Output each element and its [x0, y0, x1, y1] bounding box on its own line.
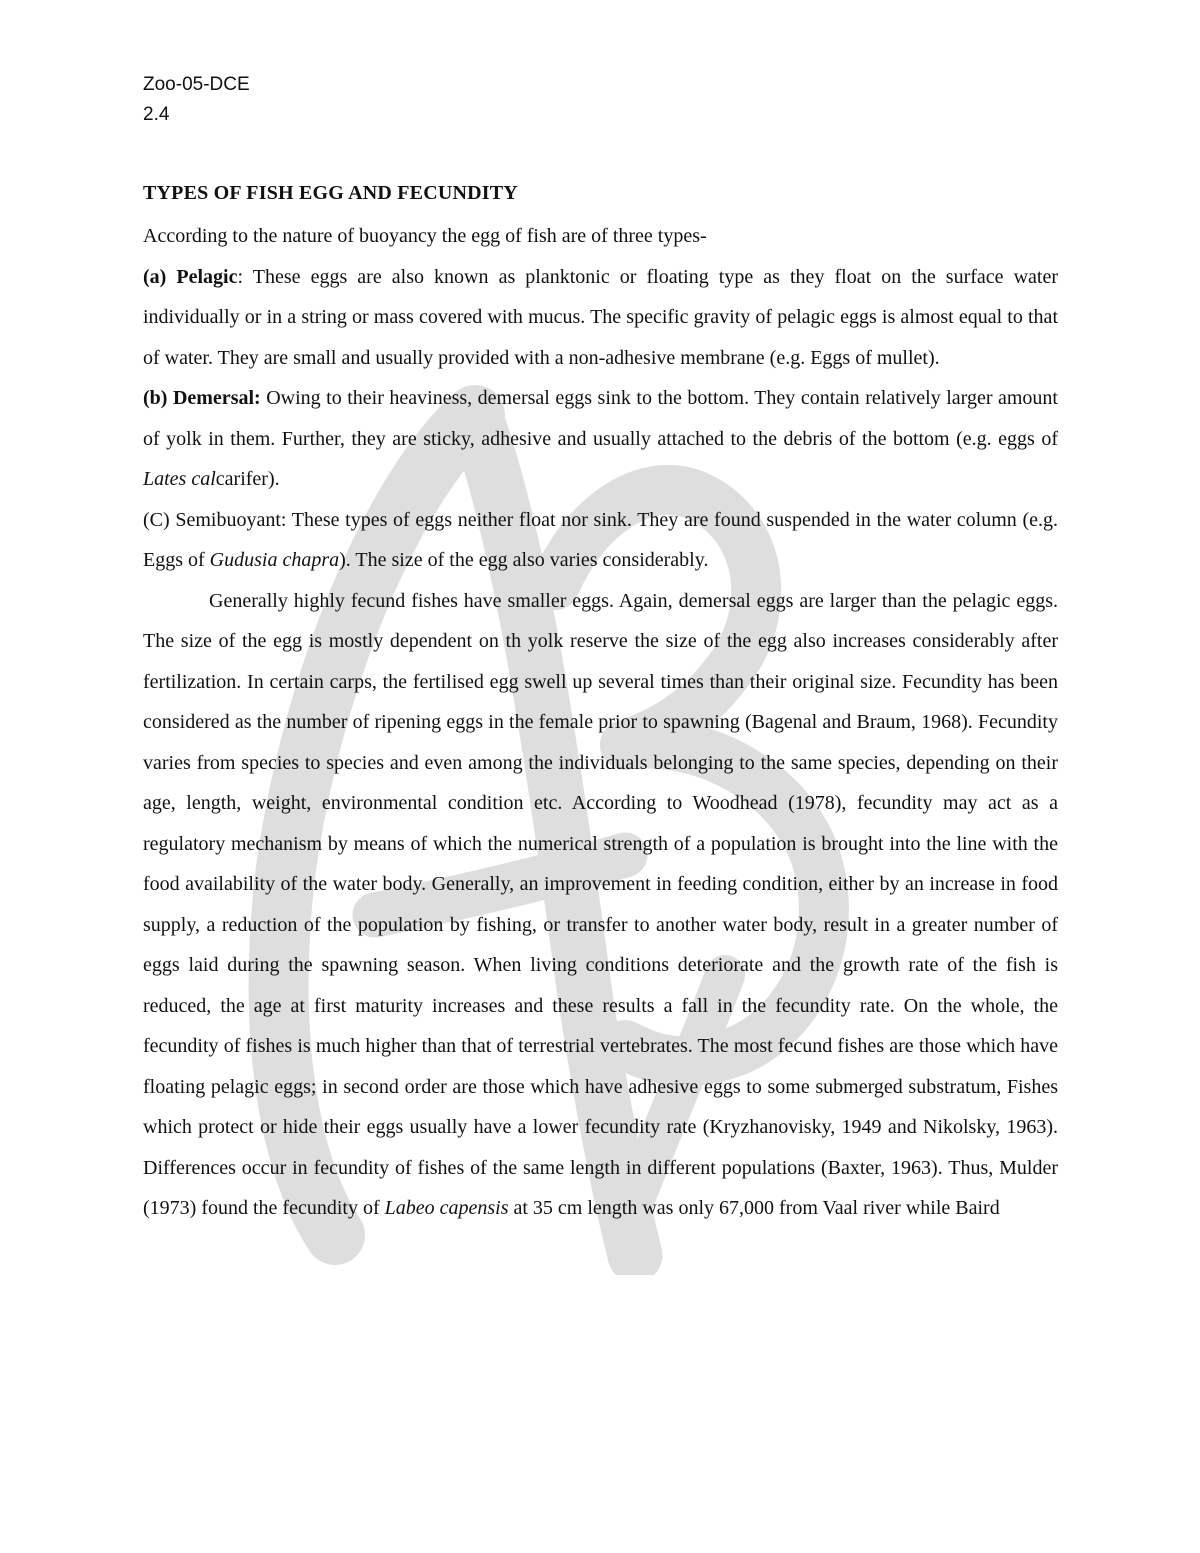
pelagic-paragraph — [143, 257, 1058, 379]
semibuoyant-text-end: ). The size of the egg also varies considerably. — [339, 549, 709, 571]
intro-paragraph — [143, 216, 1058, 257]
fecundity-text: Generally highly fecund fishes have smaller eggs. Again, demersal eggs are larger than the pelagic eggs. The size of the egg is mostly dependent on th yolk reserve the size of the egg also increases considerably after fertilization. In certain carps, the fertilised egg swell up several times than their original size. Fecundity has been considered as the number of ripening eggs in the female prior to spawning (Bagenal and Braum, 1968). Fecundity varies from species to species and even among the individuals belonging to the same species, depending on their age, length, weight, environmental condition etc. According to Woodhead (1978), fecundity may act as a regulatory mechanism by means of which the numerical strength of a population is brought into the line with the food availability of the water body. Generally, an improvement in feeding condition, either by an increase in food supply, a reduction of the population by fishing, or transfer to another water body, result in a greater number of eggs laid during the spawning season. When living conditions deteriorate and the growth rate of the fish is reduced, the age at first maturity increases and these results a fall in the fecundity rate. On the whole, the fecundity of fishes is much higher than that of terrestrial vertebrates. The most fecund fishes are those which have floating pelagic eggs; in second order are those which have adhesive eggs to some submerged substratum, Fishes which protect or hide their eggs usually have a lower fecundity rate (Kryzhanovisky, 1949 and Nikolsky, 1963). Differences occur in fecundity of fishes of the same length in different populations (Baxter, 1963). Thus, Mulder (1973) found the fecundity of — [143, 589, 1058, 1219]
semibuoyant-species: Gudusia chapra — [209, 549, 340, 571]
demersal-label: (b) Demersal: — [143, 387, 261, 409]
demersal-text: Owing to their heaviness, demersal eggs sink to the bottom. They contain relatively larger amount of yolk in them. Further, they are sticky, adhesive and usually attached to the debris of the bottom (e.g. eggs of — [143, 387, 1058, 450]
semibuoyant-text: (C) Semibuoyant: These types of eggs neither float nor sink. They are found suspended in the water column (e.g. Eggs of — [143, 508, 1058, 571]
fecundity-species: Labeo capensis — [384, 1197, 509, 1219]
document-body — [143, 176, 1058, 1229]
demersal-text-end: ). — [267, 468, 280, 490]
semibuoyant-paragraph — [143, 500, 1058, 581]
page-header — [143, 70, 250, 130]
pelagic-label: (a) Pelagic — [143, 265, 238, 288]
fecundity-text-end: at 35 cm length was only 67,000 from Vaal river while Baird — [508, 1197, 1000, 1219]
demersal-paragraph — [143, 378, 1058, 500]
intro-text: According to the nature of buoyancy the egg of fish are of three types- — [143, 225, 707, 247]
pelagic-text: : These eggs are also known as planktonic or floating type as they float on the surface water individually or in a string or mass covered with mucus. The specific gravity of pelagic eggs is almost equal to that of water. They are small and usually provided with a non-adhesive membrane (e.g. Eggs of mullet). — [143, 265, 1059, 369]
course-code: Zoo-05-DCE — [143, 74, 250, 95]
fecundity-paragraph — [143, 581, 1058, 1229]
demersal-species-rest: carifer — [215, 468, 268, 490]
demersal-species-italic: Lates cal — [143, 468, 216, 490]
section-title: TYPES OF FISH EGG AND FECUNDITY — [143, 182, 518, 204]
section-number: 2.4 — [143, 104, 170, 125]
